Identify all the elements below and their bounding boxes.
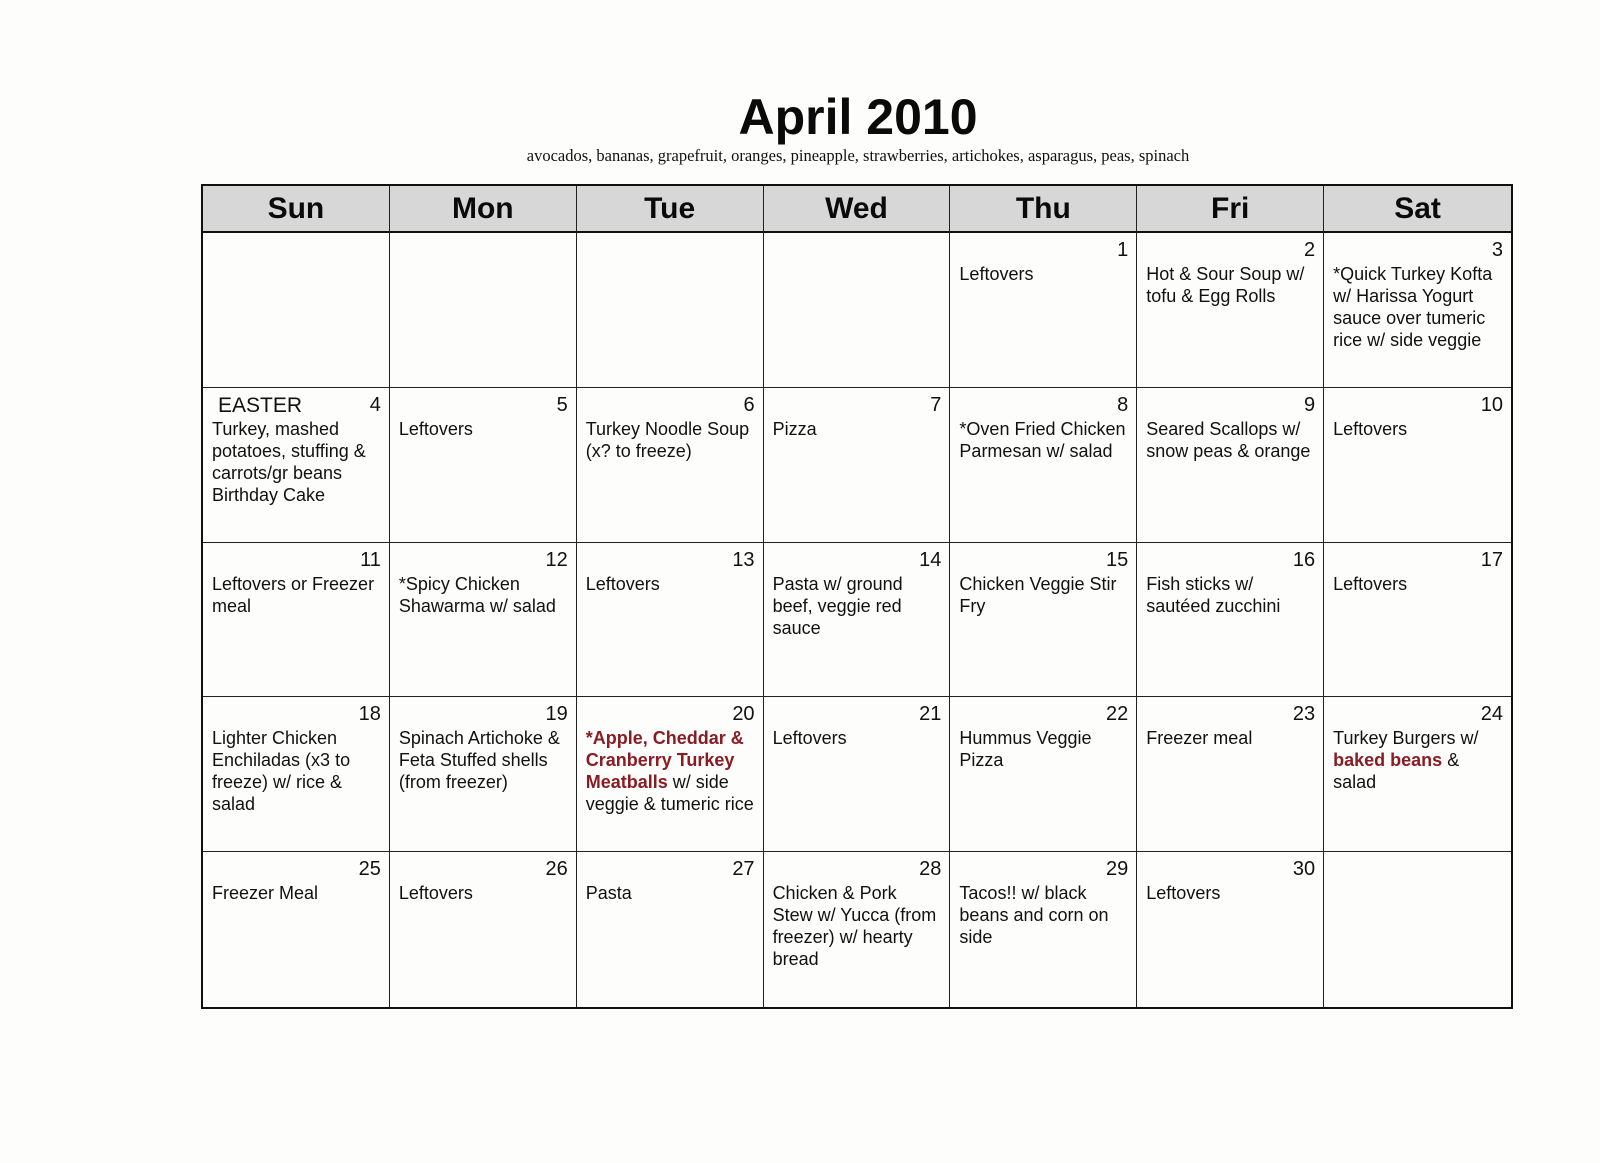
day-cell-header [959, 394, 1128, 418]
meal-text [1146, 882, 1315, 904]
meal-text-part: Tacos!! w/ black beans and corn on side [959, 883, 1109, 948]
meal-text-part: Pizza [772, 418, 817, 439]
day-number: 10 [1480, 393, 1503, 416]
day-cell-header [212, 394, 381, 418]
meal-text-part: Leftovers [959, 264, 1034, 284]
day-number: 26 [545, 858, 568, 881]
meal-text [1146, 573, 1315, 617]
meal-text [959, 727, 1128, 771]
calendar-day-10 [1324, 388, 1511, 543]
day-cell-header [212, 858, 381, 882]
day-cell-header [399, 239, 568, 263]
day-cell-header [1146, 703, 1315, 727]
calendar-day-20 [577, 697, 764, 852]
calendar-day-empty [1324, 852, 1511, 1007]
day-number: 17 [1480, 548, 1503, 571]
day-number: 12 [545, 548, 568, 571]
meal-text-part: Turkey Noodle Soup (x? to freeze) [585, 418, 750, 461]
calendar-day-2 [1137, 233, 1324, 388]
meal-text-part: *Spicy Chicken Shawarma w/ salad [398, 573, 556, 616]
day-number: 25 [358, 858, 381, 881]
meal-text-part: Leftovers [585, 573, 660, 594]
day-number: 13 [732, 548, 755, 571]
calendar-day-17 [1324, 543, 1511, 698]
day-cell-header [212, 703, 381, 727]
day-number: 7 [930, 393, 942, 416]
meal-text-part: Freezer meal [1146, 728, 1253, 749]
meal-text-part: Chicken Veggie Stir Fry [959, 573, 1117, 616]
day-cell-header [773, 549, 942, 573]
meal-text [959, 418, 1128, 462]
day-number: 15 [1106, 548, 1129, 571]
calendar-day-9 [1137, 388, 1324, 543]
meal-text [773, 573, 942, 639]
meal-text [1333, 573, 1503, 595]
meal-text-part: Leftovers or Freezer meal [212, 573, 375, 616]
day-number: 9 [1304, 393, 1316, 416]
calendar-day-18 [203, 697, 390, 852]
meal-text [586, 573, 755, 595]
day-number: 1 [1117, 239, 1129, 261]
meal-text-part: Leftovers [1146, 883, 1221, 904]
day-cell-header [1333, 703, 1503, 727]
day-number: 20 [732, 703, 755, 726]
day-number: 5 [556, 393, 568, 416]
day-number: 23 [1292, 703, 1316, 726]
calendar-day-8 [950, 388, 1137, 543]
day-cell-header [399, 549, 568, 573]
calendar-day-6 [577, 388, 764, 543]
calendar-day-15 [950, 543, 1137, 698]
meal-text-part: Freezer Meal [212, 883, 319, 904]
meal-text [959, 263, 1128, 285]
calendar-day-12 [390, 543, 577, 698]
day-cell-header [586, 549, 755, 573]
day-number: 28 [919, 858, 942, 881]
day-number: 24 [1480, 703, 1503, 726]
day-cell-header [212, 239, 381, 263]
calendar-day-21 [764, 697, 951, 852]
highlighted-meal-text: baked beans [1333, 750, 1443, 771]
day-cell-header [212, 549, 381, 573]
meal-text-part: & salad [1333, 750, 1460, 793]
meal-text [586, 727, 755, 815]
day-cell-header [399, 394, 568, 418]
calendar-day-1 [950, 233, 1137, 388]
meal-text [212, 573, 381, 617]
day-header-tue: Tue [577, 186, 764, 233]
day-cell-header [586, 858, 755, 882]
meal-text [959, 573, 1128, 617]
meal-text [212, 882, 381, 904]
day-cell-header [1333, 239, 1503, 263]
meal-text-part: Hummus Veggie Pizza [959, 728, 1092, 771]
day-number: 16 [1292, 548, 1316, 571]
meal-text [1333, 727, 1503, 793]
day-cell-header [773, 703, 942, 727]
meal-text [959, 882, 1128, 948]
day-number: 6 [743, 393, 755, 416]
meal-text [1146, 418, 1315, 462]
meal-text [399, 727, 568, 793]
meal-text [773, 882, 942, 970]
calendar-day-14 [764, 543, 951, 698]
meal-text-part: Leftovers [398, 418, 473, 439]
calendar-day-empty [577, 233, 764, 388]
day-header-wed: Wed [764, 186, 951, 233]
produce-list: avocados, bananas, grapefruit, oranges, pineapple, strawberries, artichokes, asparagus, peas, spinach [526, 146, 1190, 165]
day-number: 3 [1491, 239, 1503, 261]
calendar-day-7 [764, 388, 951, 543]
meal-text-part: Pasta w/ ground beef, veggie red sauce [772, 573, 903, 638]
highlighted-meal-text: *Apple, Cheddar & Cranberry Turkey Meatballs [585, 728, 744, 793]
day-header-sun: Sun [203, 186, 390, 233]
meal-text-part: Leftovers [398, 883, 473, 904]
meal-text [1146, 263, 1315, 307]
day-number: 22 [1106, 703, 1129, 726]
calendar-day-23 [1137, 697, 1324, 852]
meal-text [773, 418, 942, 440]
meal-text [212, 418, 381, 506]
day-header-mon: Mon [390, 186, 577, 233]
calendar-day-13 [577, 543, 764, 698]
calendar-day-16 [1137, 543, 1324, 698]
day-cell-header [773, 394, 942, 418]
meal-text-part: Turkey, mashed potatoes, stuffing & carrots/gr beans Birthday Cake [212, 418, 366, 505]
day-header-fri: Fri [1137, 186, 1324, 233]
calendar-day-empty [390, 233, 577, 388]
day-cell-header [1146, 549, 1315, 573]
day-cell-header [1146, 239, 1315, 263]
meal-text-part: Pasta [585, 883, 632, 904]
calendar-day-empty [764, 233, 951, 388]
day-header-sat: Sat [1324, 186, 1511, 233]
calendar-day-27 [577, 852, 764, 1007]
day-cell-header [1333, 394, 1503, 418]
meal-text-part: Spinach Artichoke & Feta Stuffed shells (from freezer) [398, 728, 560, 793]
calendar-day-5 [390, 388, 577, 543]
calendar-day-24 [1324, 697, 1511, 852]
day-number: 18 [358, 703, 381, 726]
meal-text-part: *Quick Turkey Kofta w/ Harissa Yogurt sauce over tumeric rice w/ side veggie [1333, 264, 1493, 350]
meal-text-part: w/ side veggie & tumeric rice [585, 772, 754, 815]
meal-text [399, 418, 568, 440]
meal-text [773, 727, 942, 749]
calendar-day-11 [203, 543, 390, 698]
calendar-title: April 2010 [738, 89, 978, 145]
meal-text [586, 418, 755, 462]
holiday-label: EASTER [218, 393, 303, 417]
calendar-day-22 [950, 697, 1137, 852]
day-cell-header [586, 394, 755, 418]
day-number: 14 [919, 548, 942, 571]
calendar-day-3 [1324, 233, 1511, 388]
day-cell-header [1146, 394, 1315, 418]
day-cell-header [586, 703, 755, 727]
day-number: 11 [360, 548, 381, 571]
meal-text-part: Fish sticks w/ sautéed zucchini [1146, 573, 1281, 616]
day-cell-header [773, 239, 942, 263]
meal-text-part: Turkey Burgers w/ [1333, 728, 1479, 749]
meal-text [212, 727, 381, 815]
calendar-day-29 [950, 852, 1137, 1007]
calendar-day-empty [203, 233, 390, 388]
calendar-day-30 [1137, 852, 1324, 1007]
day-number: 2 [1304, 239, 1316, 261]
day-number: 30 [1292, 858, 1316, 881]
day-cell-header [959, 549, 1128, 573]
day-number: 27 [732, 858, 755, 881]
calendar-day-19 [390, 697, 577, 852]
day-cell-header [1333, 858, 1503, 882]
day-number: 21 [919, 703, 942, 726]
calendar-day-4 [203, 388, 390, 543]
meal-text-part: *Oven Fried Chicken Parmesan w/ salad [959, 418, 1126, 461]
day-cell-header [959, 703, 1128, 727]
meal-text-part: Leftovers [1333, 418, 1408, 439]
meal-text [1333, 263, 1503, 351]
day-cell-header [399, 703, 568, 727]
day-number: 19 [545, 703, 568, 726]
meal-text-part: Chicken & Pork Stew w/ Yucca (from freezer) w/ hearty bread [772, 883, 937, 970]
calendar-grid [201, 184, 1513, 1009]
meal-text-part: Leftovers [1333, 573, 1408, 594]
meal-text [586, 882, 755, 904]
meal-text [1333, 418, 1503, 440]
day-cell-header [959, 239, 1128, 263]
meal-text [399, 573, 568, 617]
day-number: 29 [1106, 858, 1129, 881]
day-cell-header [399, 858, 568, 882]
calendar-day-28 [764, 852, 951, 1007]
day-cell-header [1333, 549, 1503, 573]
day-number: 8 [1117, 393, 1129, 416]
calendar-day-26 [390, 852, 577, 1007]
meal-text-part: Lighter Chicken Enchiladas (x3 to freeze) w/ rice & salad [212, 728, 351, 815]
day-cell-header [773, 858, 942, 882]
day-header-thu: Thu [950, 186, 1137, 233]
day-cell-header [1146, 858, 1315, 882]
day-cell-header [959, 858, 1128, 882]
meal-text [399, 882, 568, 904]
calendar-day-25 [203, 852, 390, 1007]
meal-text [1146, 727, 1315, 749]
meal-text-part: Leftovers [772, 728, 847, 749]
meal-text-part: Seared Scallops w/ snow peas & orange [1146, 418, 1311, 461]
meal-text-part: Hot & Sour Soup w/ tofu & Egg Rolls [1146, 264, 1305, 306]
day-cell-header [586, 239, 755, 263]
day-number: 4 [369, 393, 381, 416]
